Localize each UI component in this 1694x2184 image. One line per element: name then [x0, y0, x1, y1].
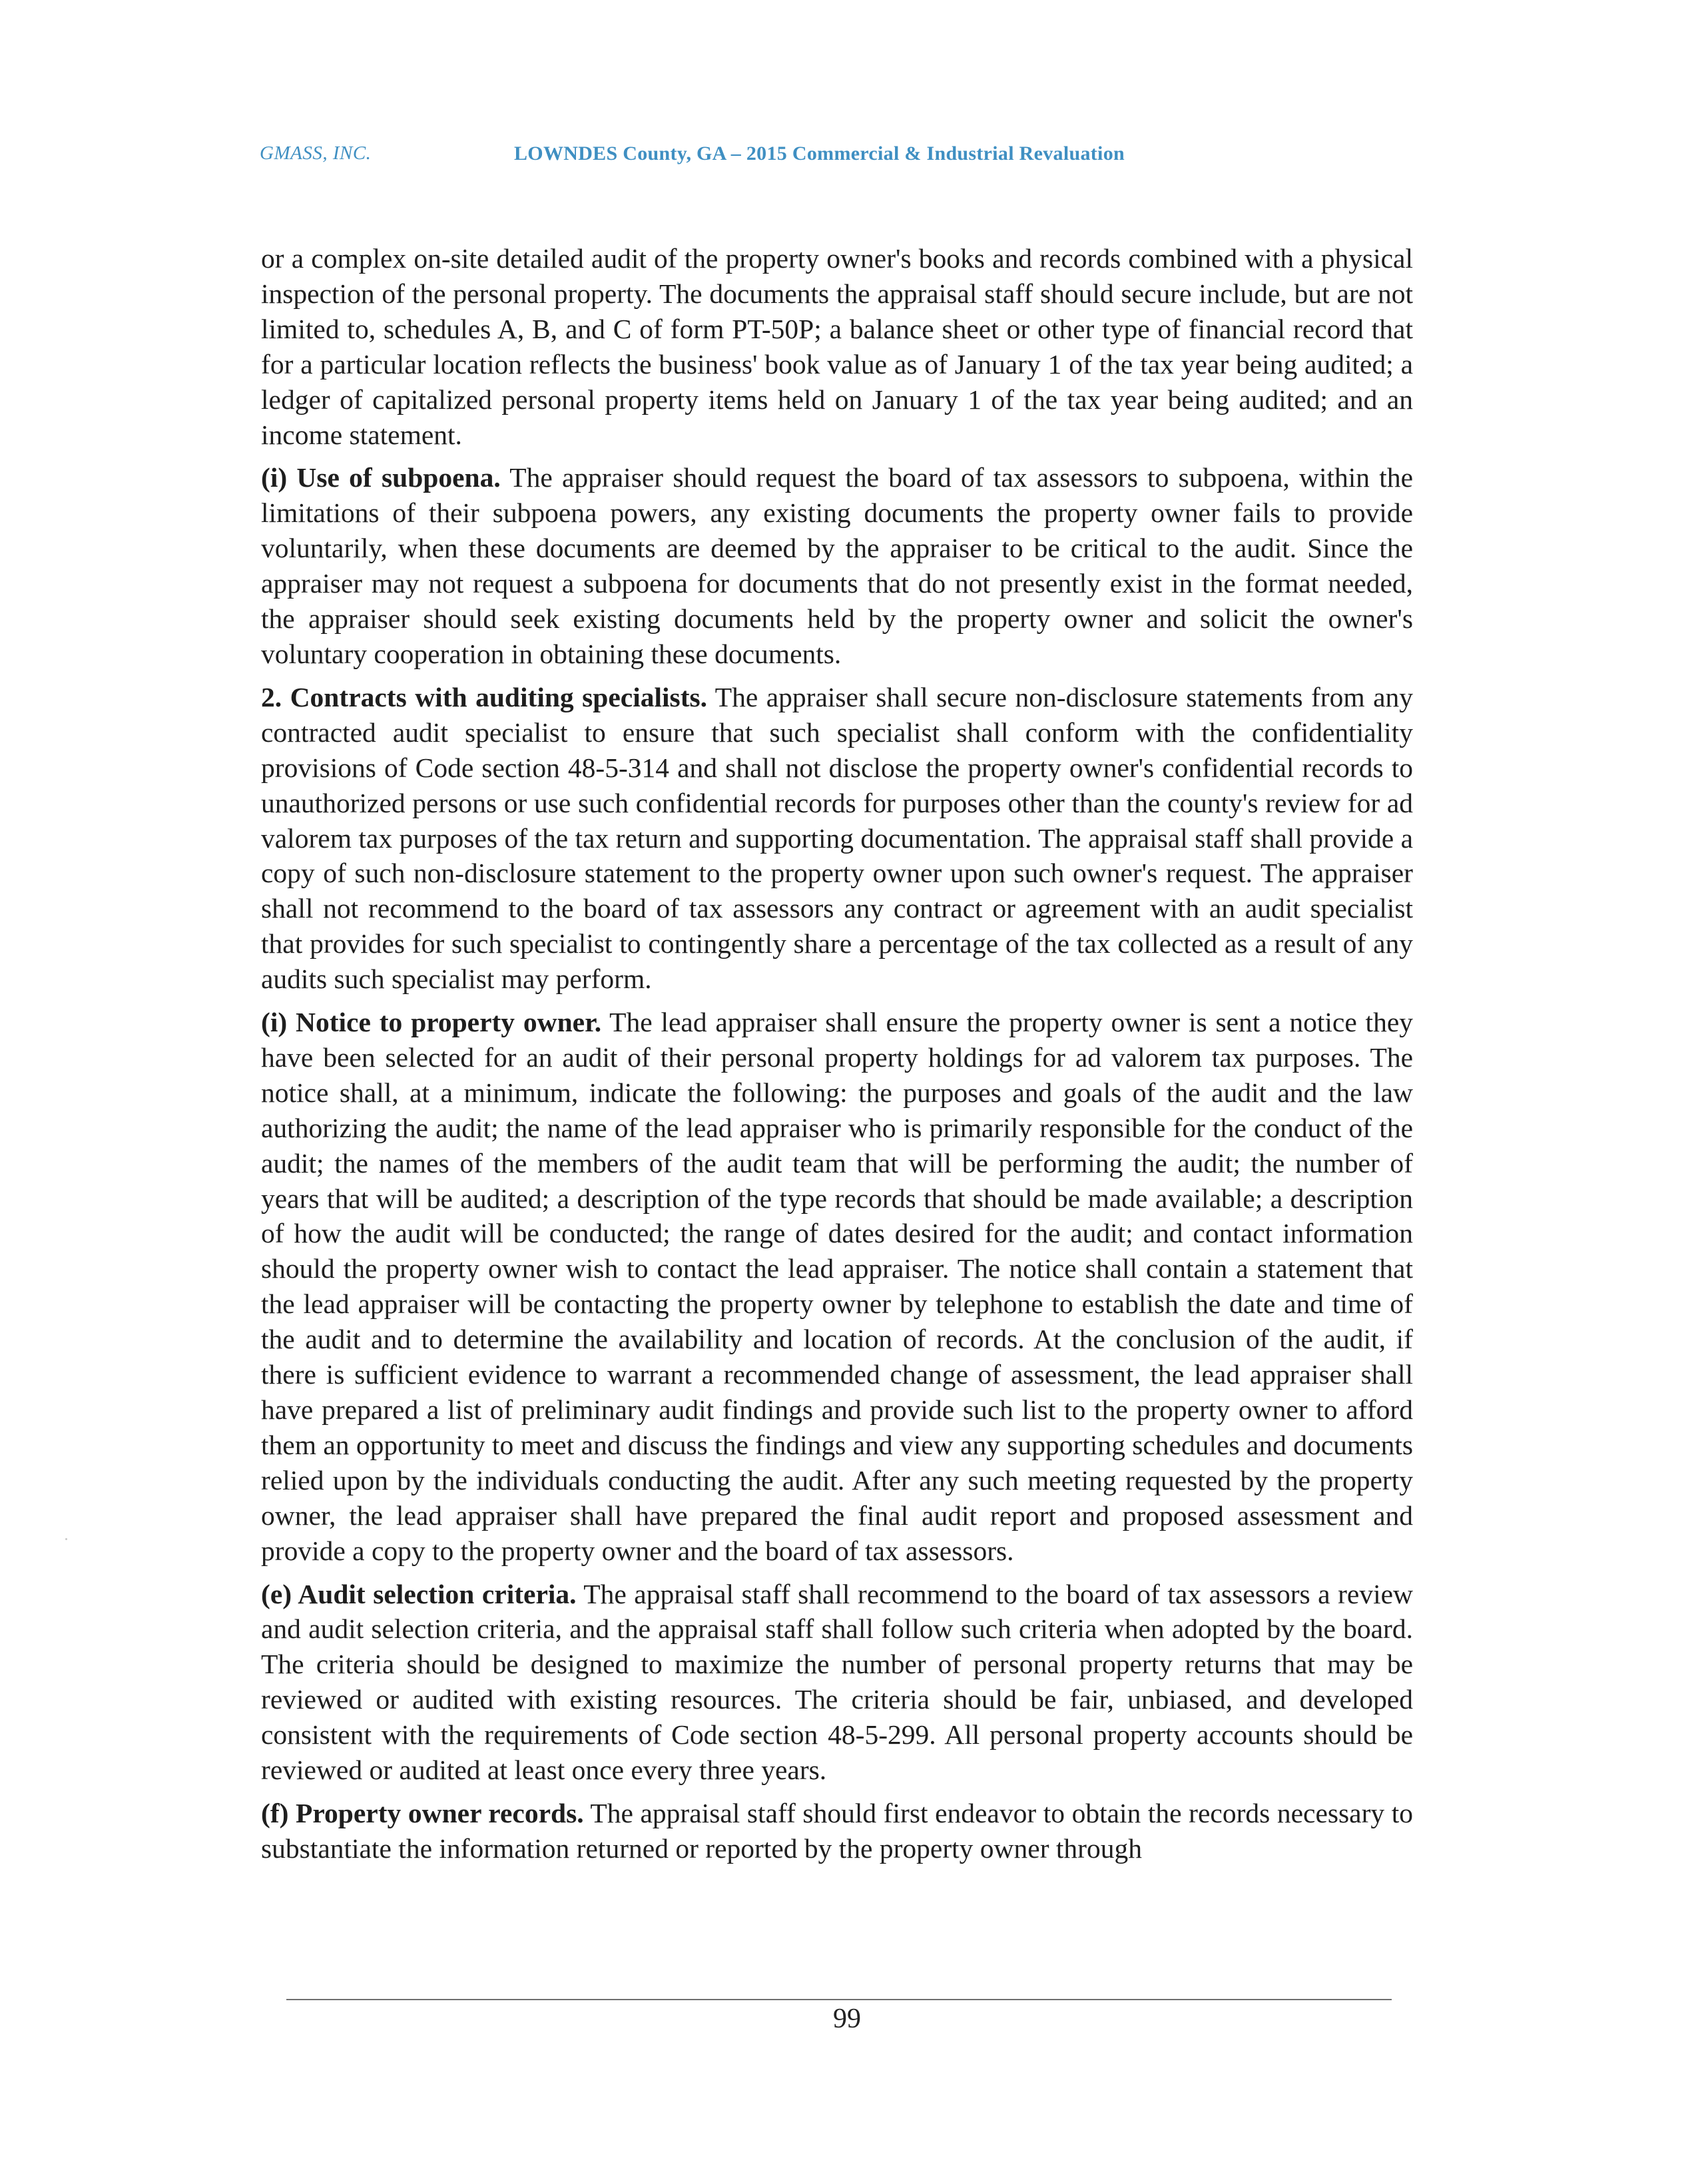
paragraph-text: The lead appraiser shall ensure the property owner is sent a notice they have been selected for an audit of their personal property holdings for ad valorem tax purposes. The notice shall, at a minimum, indicate the following: the purposes and goals of the audit and the law authorizing the audit; the name of the lead appraiser who is primarily responsible for the conduct of the audit; the names of the members of the audit team that will be performing the audit; the number of years that will be audited; a description of the type records that should be made available; a description of how the audit will be conducted; the range of dates desired for the audit; and contact information should the property owner wish to contact the lead appraiser. The notice shall contain a statement that the lead appraiser will be contacting the property owner by telephone to establish the date and time of the audit and to determine the availability and location of records. At the conclusion of the audit, if there is sufficient evidence to warrant a recommended change of assessment, the lead appraiser shall have prepared a list of preliminary audit findings and provide such list to the property owner to afford them an opportunity to meet and discuss the findings and view any supporting schedules and documents relied upon by the individuals conducting the audit. After any such meeting requested by the property owner, the lead appraiser shall have prepared the final audit report and proposed assessment and provide a copy to the property owner and the board of tax assessors. — [261, 1007, 1414, 1566]
paragraph-heading: (e) Audit selection criteria. — [261, 1578, 577, 1609]
paragraph-heading: (i) Notice to property owner. — [261, 1007, 602, 1038]
header-report-title: LOWNDES County, GA – 2015 Commercial & Industrial Revaluation — [514, 142, 1125, 164]
footer-divider — [286, 1999, 1392, 2000]
paragraph-property-owner-records — [261, 1796, 1413, 1866]
paragraph-continuation — [261, 241, 1413, 452]
paragraph-audit-selection-criteria — [261, 1577, 1413, 1788]
paragraph-text: The appraiser should request the board of tax assessors to subpoena, within the limitations of their subpoena powers, any existing documents the property owner fails to provide voluntarily, when these documents are deemed by the appraiser to be critical to the audit. Since the appraiser may not request a subpoena for documents that do not presently exist in the format needed, the appraiser should seek existing documents held by the property owner and solicit the owner's voluntary cooperation in obtaining these documents. — [261, 462, 1413, 669]
paragraph-heading: 2. Contracts with auditing specialists. — [261, 681, 708, 712]
page-header — [260, 142, 1458, 176]
paragraph-contracts-with-auditing-specialists — [261, 680, 1413, 997]
paragraph-text: The appraisal staff should first endeavor to obtain the records necessary to substantiate the information returned or reported by the property owner through — [261, 1797, 1413, 1864]
paragraph-notice-to-property-owner — [261, 1005, 1413, 1569]
header-company-name: GMASS, INC. — [260, 142, 372, 164]
body-text — [261, 241, 1413, 1874]
paragraph-text: The appraiser shall secure non-disclosure statements from any contracted audit specialist to ensure that such specialist shall conform with the confidentiality provisions of Code section 48-5-314 and shall not disclose the property owner's confidential records to unauthorized persons or use such confidential records for purposes other than the county's review for ad valorem tax purposes of the tax return and supporting documentation. The appraisal staff shall provide a copy of such non-disclosure statement to the property owner upon such owner's request. The appraiser shall not recommend to the board of tax assessors any contract or agreement with an audit specialist that provides for such specialist to contingently share a percentage of the tax collected as a result of any audits such specialist may perform. — [261, 681, 1413, 995]
page-number: 99 — [833, 2004, 861, 2034]
paragraph-heading: (f) Property owner records. — [261, 1797, 584, 1828]
paragraph-heading: (i) Use of subpoena. — [261, 462, 501, 493]
paragraph-use-of-subpoena — [261, 460, 1413, 671]
scan-speck — [65, 1538, 67, 1540]
paragraph-text: The appraisal staff shall recommend to the board of tax assessors a review and audit selection criteria, and the appraisal staff shall follow such criteria when adopted by the board. The criteria should be designed to maximize the number of personal property returns that may be reviewed or audited with existing resources. The criteria should be fair, unbiased, and developed consistent with the requirements of Code section 48-5-299. All personal property accounts should be reviewed or audited at least once every three years. — [261, 1578, 1414, 1786]
paragraph-text: or a complex on-site detailed audit of the property owner's books and records combined with a physical inspection of the personal property. The documents the appraisal staff should secure include, but are not limited to, schedules A, B, and C of form PT-50P; a balance sheet or other type of financial record that for a particular location reflects the business' book value as of January 1 of the tax year being audited; a ledger of capitalized personal property items held on January 1 of the tax year being audited; and an income statement. — [261, 243, 1413, 450]
